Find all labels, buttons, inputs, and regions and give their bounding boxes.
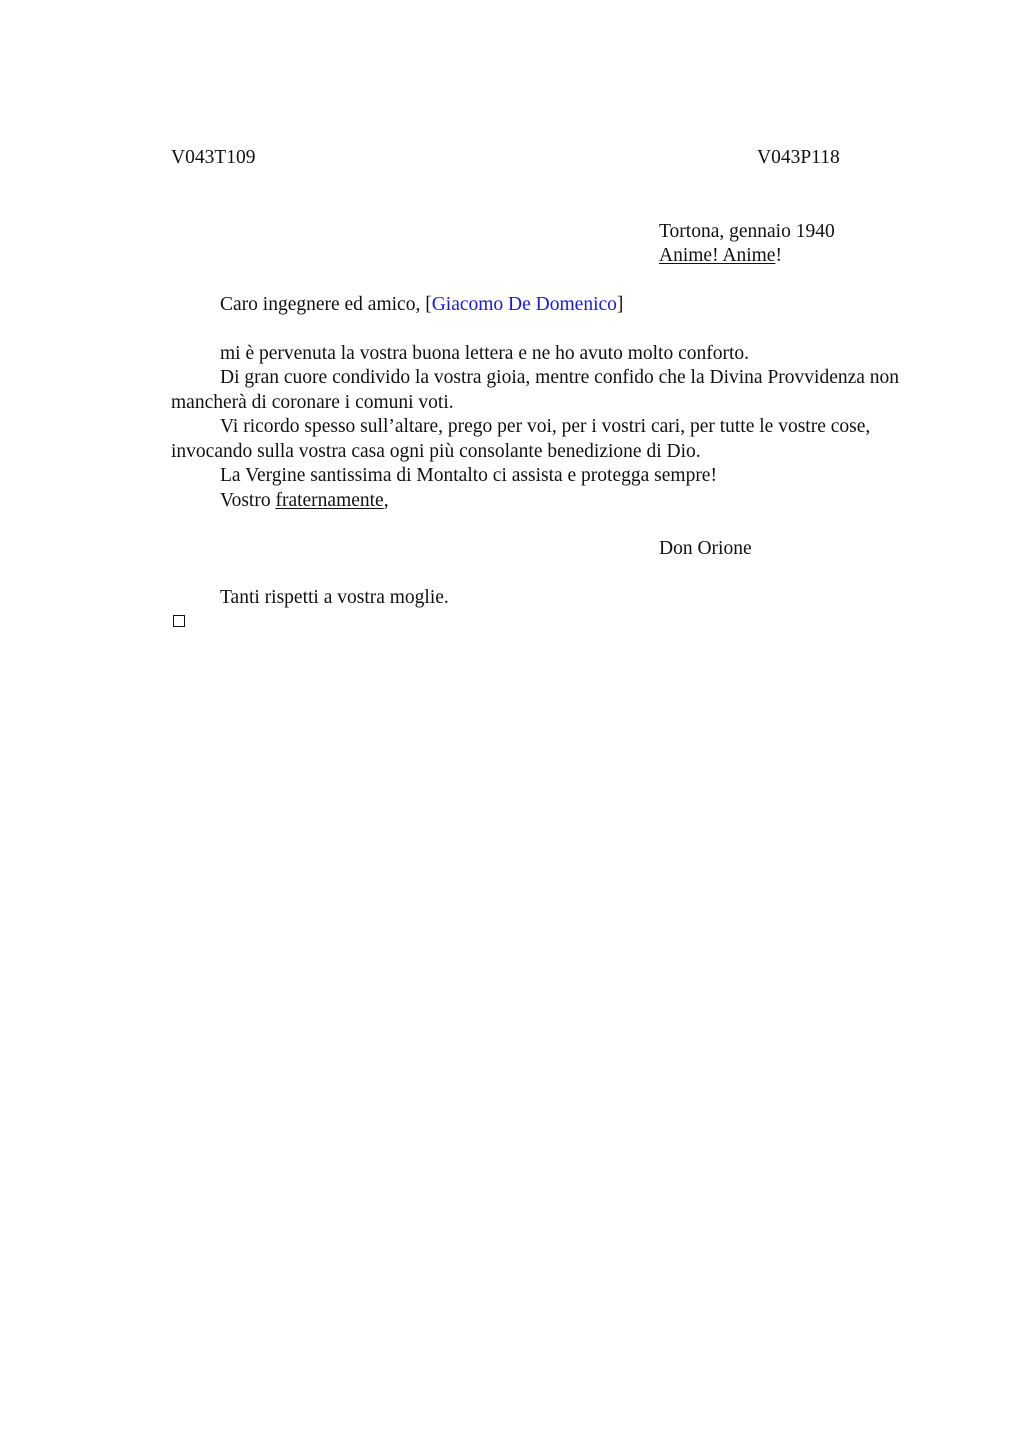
salutation (220, 293, 623, 317)
closing-suffix: , (383, 490, 389, 511)
postscript: Tanti rispetti a vostra moglie. (220, 587, 449, 608)
body-paragraph-3: Vi ricordo spesso sull’altare, prego per voi, per i vostri cari, per tutte le vostre cose, invocando sulla vostra casa ogni più consolante benedizione di Dio. (171, 416, 871, 462)
closing-line (171, 489, 911, 514)
motto (659, 244, 782, 268)
motto-underlined: Anime! Anime (659, 245, 776, 266)
motto-tail: ! (775, 245, 782, 266)
body-paragraph-4: La Vergine santissima di Montalto ci assista e protegga sempre! (220, 465, 717, 486)
body-paragraph-2: Di gran cuore condivido la vostra gioia, mentre confido che la Divina Provvidenza non mancherà di coronare i comuni voti. (171, 367, 900, 413)
signature: Don Orione (659, 538, 752, 559)
recipient-name-link[interactable]: Giacomo De Domenico (431, 294, 617, 315)
closing-prefix: Vostro (220, 490, 276, 511)
checkbox-square[interactable] (173, 615, 185, 627)
place-date: Tortona, gennaio 1940 (659, 221, 835, 242)
salutation-prefix: Caro ingegnere ed amico, [ (220, 294, 432, 315)
document-code-left: V043T109 (171, 147, 256, 168)
closing-underlined: fraternamente (275, 490, 384, 511)
body-paragraph-1: mi è pervenuta la vostra buona lettera e ne ho avuto molto conforto. (220, 343, 750, 364)
salutation-suffix: ] (616, 294, 624, 315)
document-code-right: V043P118 (757, 147, 840, 168)
